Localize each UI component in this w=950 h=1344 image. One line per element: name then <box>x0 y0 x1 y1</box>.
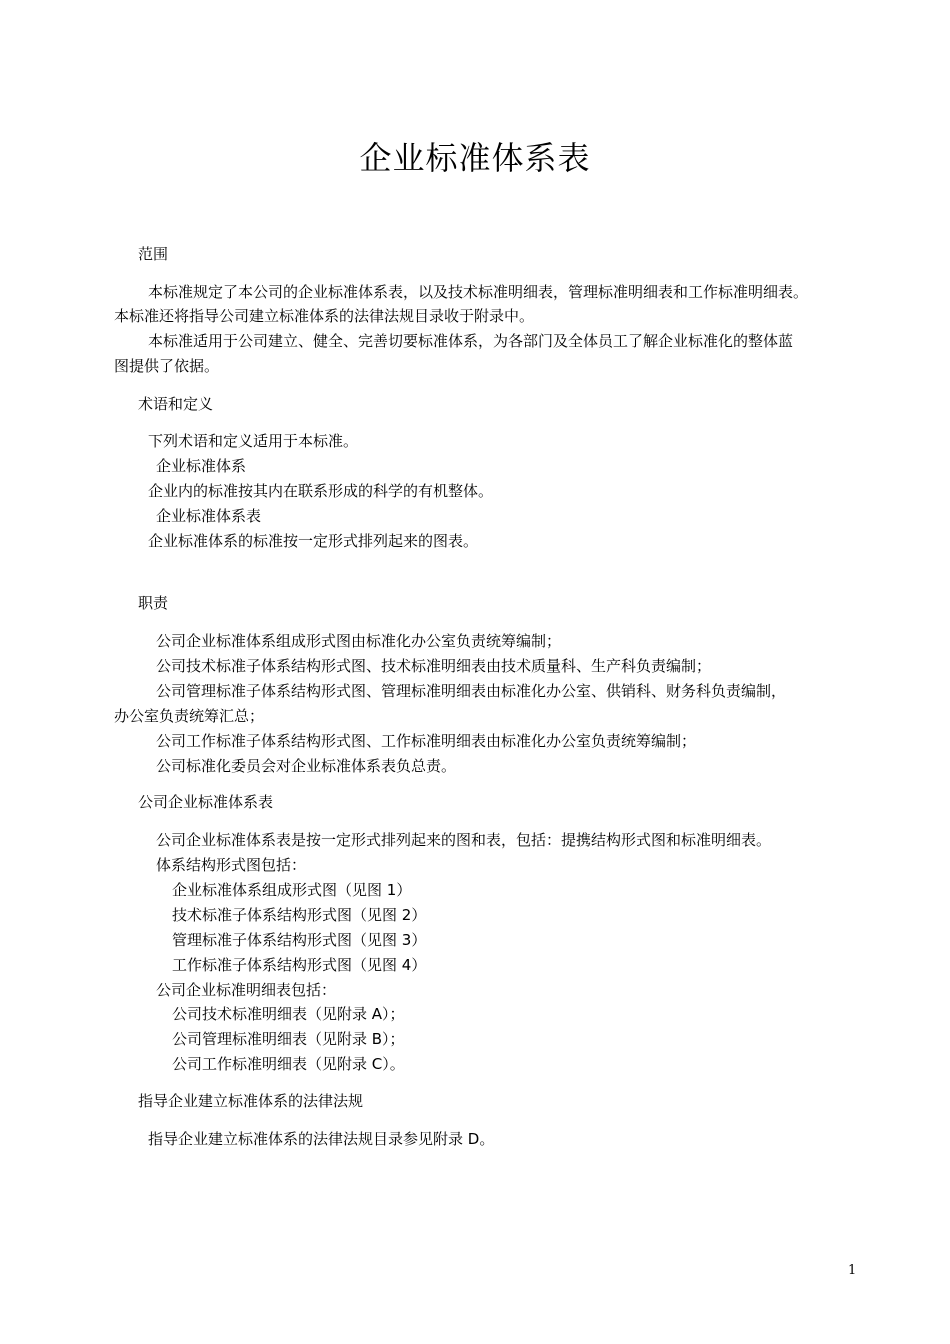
structure-item: 管理标准子体系结构形式图（见图 3） <box>172 931 427 949</box>
structure-heading: 体系结构形式图包括： <box>156 856 307 874</box>
scope-paragraph-line: 本标准适用于公司建立、健全、完善切要标准体系，为各部门及全体员工了解企业标准化的整体蓝 <box>148 332 794 350</box>
section-heading-scope: 范围 <box>138 245 169 263</box>
structure-item: 工作标准子体系结构形式图（见图 4） <box>172 956 427 974</box>
detail-item: 公司技术标准明细表（见附录 A）； <box>172 1005 405 1023</box>
duties-line: 办公室负责统筹汇总； <box>114 707 265 725</box>
detail-item: 公司管理标准明细表（见附录 B）； <box>172 1030 405 1048</box>
page-number: 1 <box>848 1263 857 1278</box>
scope-paragraph-line: 本标准还将指导公司建立标准体系的法律法规目录收于附录中。 <box>114 307 535 325</box>
duties-line: 公司工作标准子体系结构形式图、工作标准明细表由标准化办公室负责统筹编制； <box>156 732 697 750</box>
term-name: 企业标准体系 <box>156 457 247 475</box>
structure-item: 企业标准体系组成形式图（见图 1） <box>172 881 412 899</box>
scope-paragraph-line: 本标准规定了本公司的企业标准体系表，以及技术标准明细表，管理标准明细表和工作标准明细表。 <box>148 283 809 301</box>
scope-paragraph-line: 图提供了依据。 <box>114 357 220 375</box>
structure-item: 技术标准子体系结构形式图（见图 2） <box>172 906 427 924</box>
duties-line: 公司管理标准子体系结构形式图、管理标准明细表由标准化办公室、供销科、财务科负责编制， <box>156 682 787 700</box>
terms-intro: 下列术语和定义适用于本标准。 <box>148 432 359 450</box>
section-heading-duties: 职责 <box>138 594 169 612</box>
duties-line: 公司技术标准子体系结构形式图、技术标准明细表由技术质量科、生产科负责编制； <box>156 657 712 675</box>
detail-item: 公司工作标准明细表（见附录 C）。 <box>172 1055 405 1073</box>
term-definition: 企业内的标准按其内在联系形成的科学的有机整体。 <box>148 482 494 500</box>
term-definition: 企业标准体系的标准按一定形式排列起来的图表。 <box>148 532 479 550</box>
term-name: 企业标准体系表 <box>156 507 262 525</box>
section-heading-system-table: 公司企业标准体系表 <box>138 793 274 811</box>
system-table-intro: 公司企业标准体系表是按一定形式排列起来的图和表，包括：提携结构形式图和标准明细表。 <box>156 831 772 849</box>
laws-text: 指导企业建立标准体系的法律法规目录参见附录 D。 <box>148 1130 495 1148</box>
page-title: 企业标准体系表 <box>359 139 591 177</box>
section-heading-laws: 指导企业建立标准体系的法律法规 <box>138 1092 364 1110</box>
section-heading-terms: 术语和定义 <box>138 395 214 413</box>
detail-heading: 公司企业标准明细表包括： <box>156 981 337 999</box>
duties-line: 公司企业标准体系组成形式图由标准化办公室负责统筹编制； <box>156 632 562 650</box>
duties-line: 公司标准化委员会对企业标准体系表负总责。 <box>156 757 457 775</box>
